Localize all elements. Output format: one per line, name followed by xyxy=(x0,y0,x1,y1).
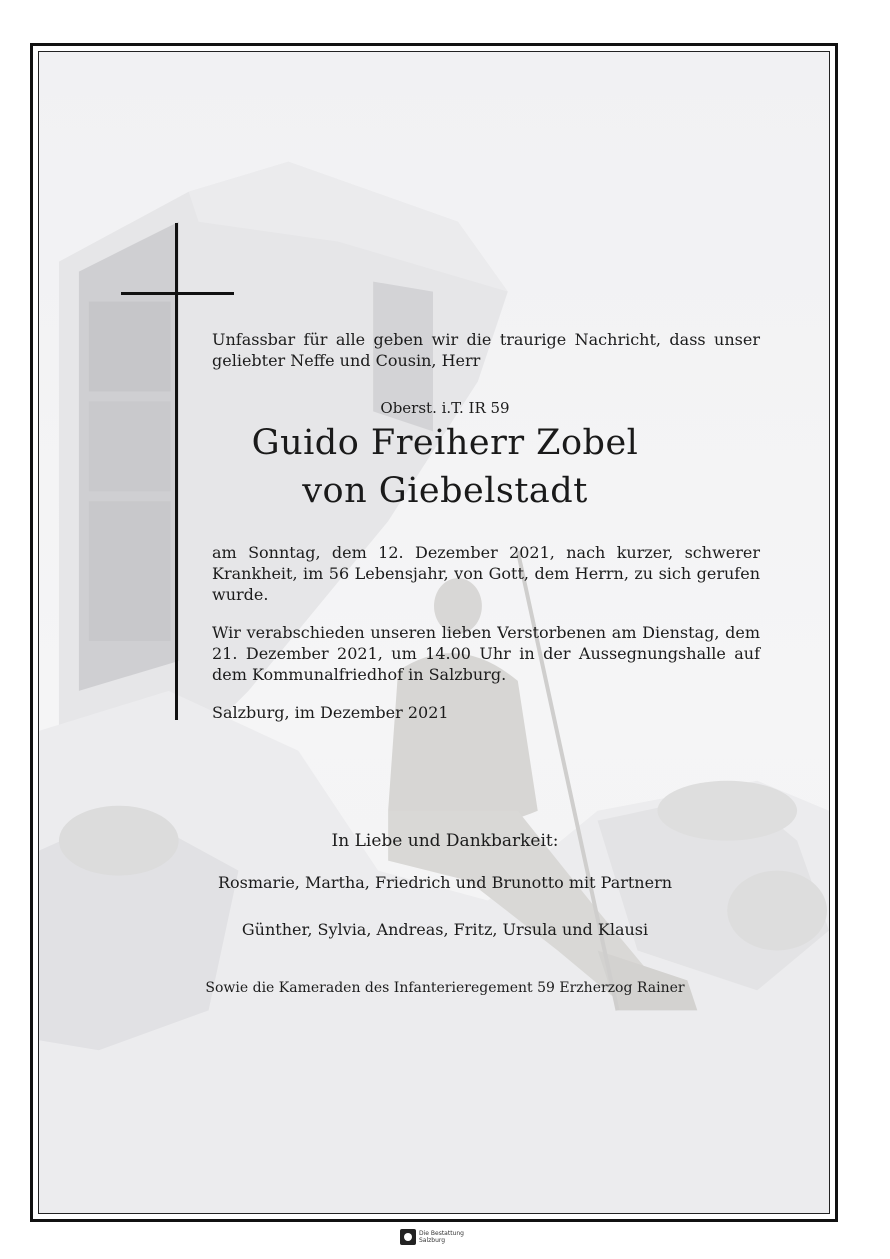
death-announcement: am Sonntag, dem 12. Dezember 2021, nach kurzer, schwerer Krankheit, im 56 Lebensjahr, von Gott, dem Herrn, zu sich gerufen wurde. xyxy=(212,543,760,604)
cross-horizontal xyxy=(121,292,234,295)
deceased-name-line2: von Giebelstadt xyxy=(302,471,588,511)
logo-icon xyxy=(400,1229,416,1245)
funeral-details: Wir verabschieden unseren lieben Verstorbenen am Dienstag, dem 21. Dezember 2021, um 14.00 Uhr in der Aussegnungshalle auf dem Kommunalfriedhof in Salzburg. xyxy=(212,623,760,684)
family-line-1: Rosmarie, Martha, Friedrich und Brunotto mit Partnern xyxy=(217,873,673,892)
intro-text: Unfassbar für alle geben wir die traurige Nachricht, dass unser geliebter Neffe und Cousin, Herr xyxy=(212,330,760,370)
logo-text xyxy=(419,1230,464,1244)
family-line-2: Günther, Sylvia, Andreas, Fritz, Ursula und Klausi xyxy=(241,920,649,939)
place-date: Salzburg, im Dezember 2021 xyxy=(212,703,449,722)
comrades-line: Sowie die Kameraden des Infanterieregement 59 Erzherzog Rainer xyxy=(205,980,685,996)
logo-line1: Die Bestattung xyxy=(419,1230,464,1237)
closing-heading: In Liebe und Dankbarkeit: xyxy=(331,831,559,851)
rank-title: Oberst. i.T. IR 59 xyxy=(380,399,510,417)
logo-line2: Salzburg xyxy=(419,1237,446,1244)
deceased-name-line1: Guido Freiherr Zobel xyxy=(251,423,639,463)
funeral-home-logo xyxy=(400,1226,464,1248)
